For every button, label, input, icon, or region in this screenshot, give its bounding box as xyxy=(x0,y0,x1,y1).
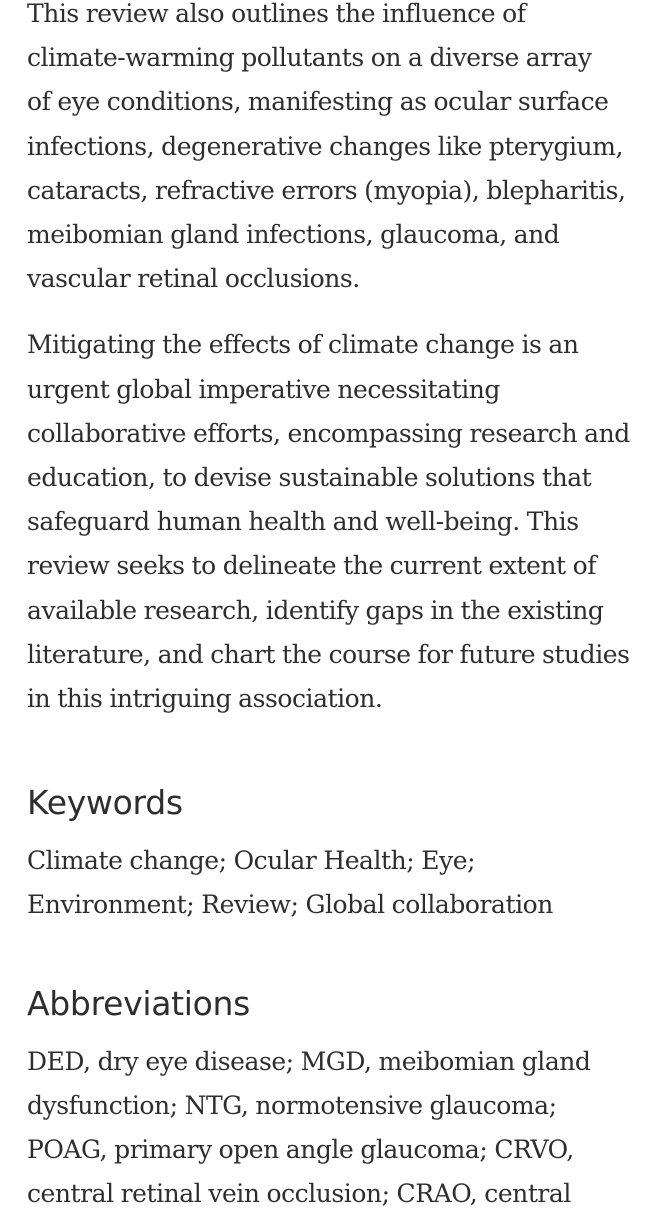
text-line: climate-warming pollutants on a diverse array xyxy=(27,43,592,73)
keywords-heading: Keywords xyxy=(27,783,183,823)
text-line: literature, and chart the course for future studies xyxy=(27,639,630,669)
text-line: of eye conditions, manifesting as ocular surface xyxy=(27,87,609,117)
text-line: in this intriguing association. xyxy=(27,684,383,714)
abbreviations-line: dysfunction; NTG, normotensive glaucoma; xyxy=(27,1090,557,1120)
text-line: available research, identify gaps in the existing xyxy=(27,595,604,625)
text-line: education, to devise sustainable solutions that xyxy=(27,463,592,493)
text-line: collaborative efforts, encompassing research and xyxy=(27,418,630,448)
abbreviations-heading: Abbreviations xyxy=(27,983,251,1023)
text-line: vascular retinal occlusions. xyxy=(27,264,360,294)
abbreviations-line: central retinal vein occlusion; CRAO, central xyxy=(27,1179,571,1209)
text-line: review seeks to delineate the current extent of xyxy=(27,551,597,581)
text-line: This review also outlines the influence of xyxy=(27,0,526,28)
article-body xyxy=(27,0,649,1216)
text-line: urgent global imperative necessitating xyxy=(27,374,500,404)
abbreviations-list xyxy=(27,1040,649,1216)
abbreviations-line: POAG, primary open angle glaucoma; CRVO, xyxy=(27,1135,574,1165)
text-line: safeguard human health and well-being. This xyxy=(27,507,579,537)
abbreviations-line: DED, dry eye disease; MGD, meibomian gland xyxy=(27,1046,591,1076)
text-line: infections, degenerative changes like pterygium, xyxy=(27,131,623,161)
abstract-paragraph xyxy=(27,323,649,721)
text-line: cataracts, refractive errors (myopia), blepharitis, xyxy=(27,175,626,205)
abstract-paragraph xyxy=(27,0,649,301)
keywords-line: Climate change; Ocular Health; Eye; xyxy=(27,846,476,876)
keywords-list xyxy=(27,839,649,927)
text-line: meibomian gland infections, glaucoma, and xyxy=(27,220,560,250)
text-line: Mitigating the effects of climate change is an xyxy=(27,330,579,360)
keywords-line: Environment; Review; Global collaboration xyxy=(27,890,553,920)
